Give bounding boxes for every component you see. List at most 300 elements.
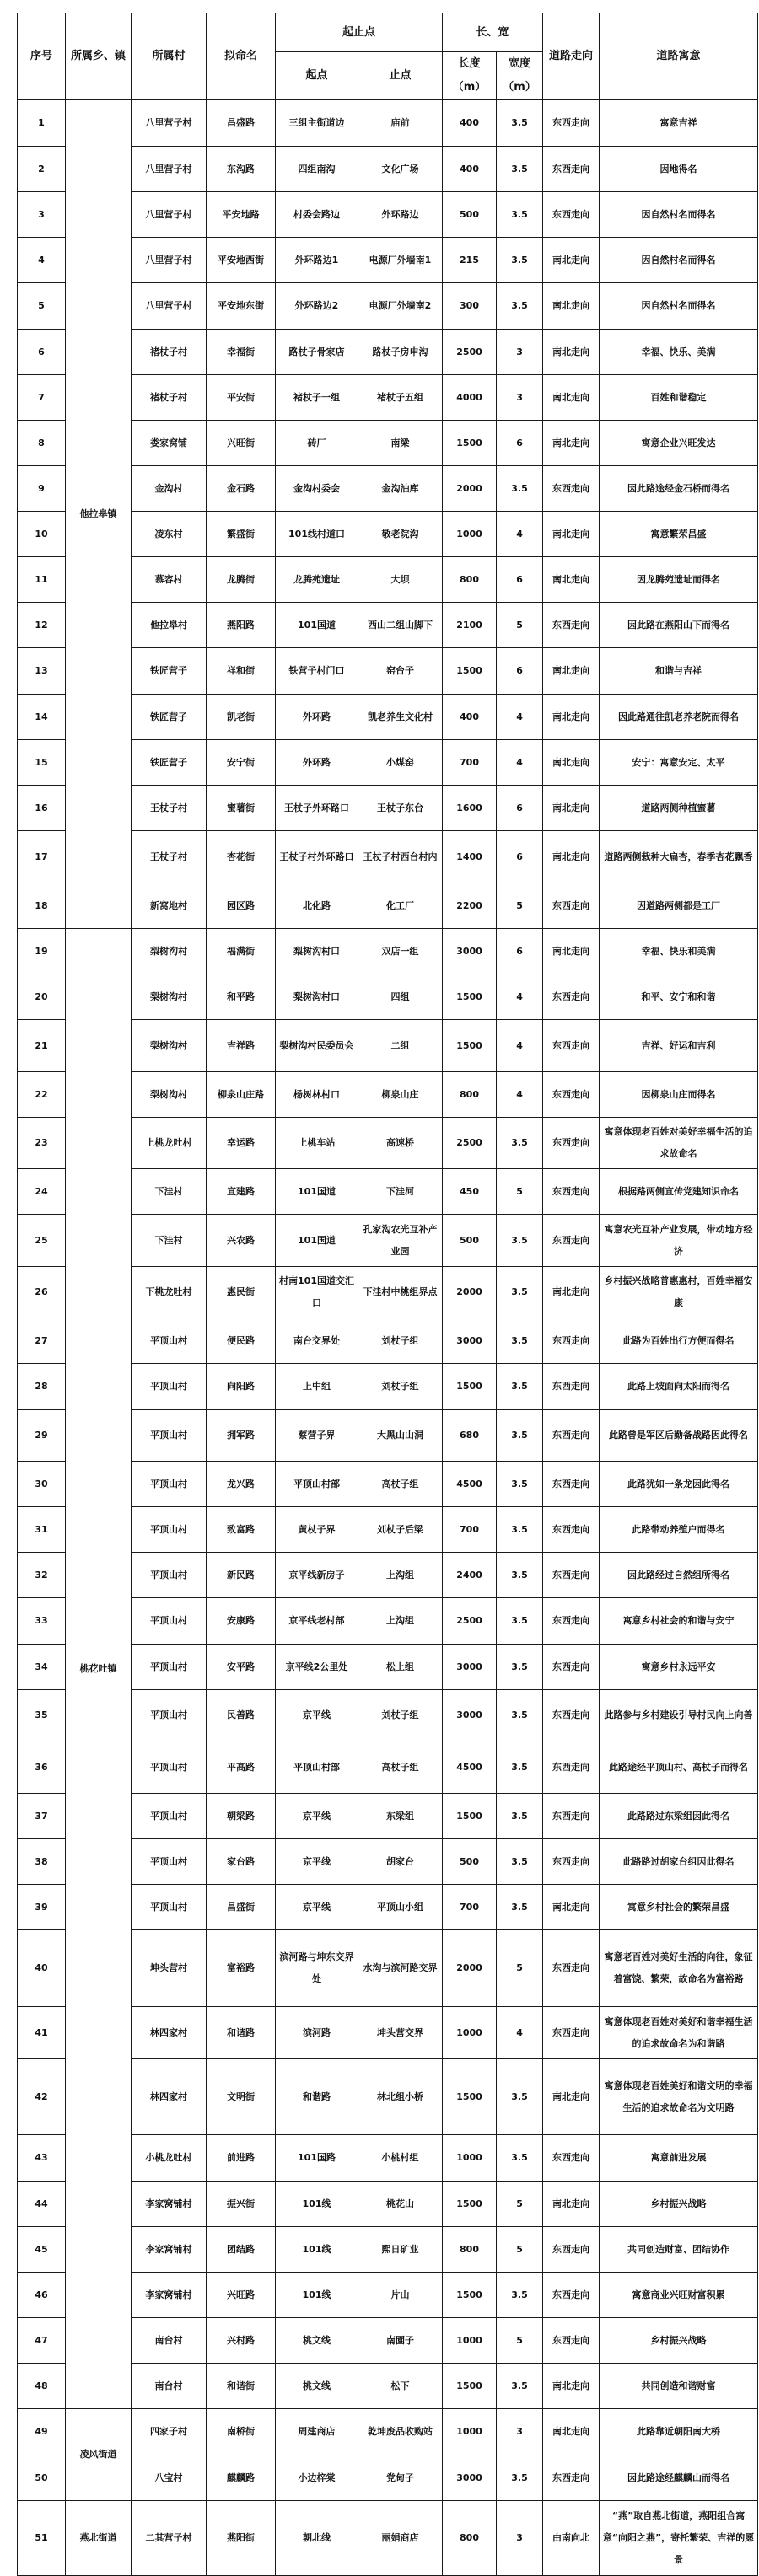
- cell-length: 700: [443, 740, 497, 786]
- cell-length: 1500: [443, 2273, 497, 2318]
- cell-direction: 由南向北: [543, 2501, 600, 2576]
- cell-direction: 东西走向: [543, 1215, 600, 1267]
- cell-end: 南園子: [358, 2318, 443, 2364]
- cell-length: 800: [443, 1072, 497, 1118]
- cell-end: 熙日矿业: [358, 2227, 443, 2273]
- header-direction: 道路走向: [543, 13, 600, 100]
- header-no: 序号: [18, 13, 66, 100]
- header-width-label: 宽度: [509, 57, 531, 70]
- cell-width: 3.5: [497, 1839, 543, 1885]
- cell-no: 4: [18, 238, 66, 283]
- table-body: [18, 100, 758, 2576]
- cell-road-name: 燕阳路: [207, 603, 276, 648]
- cell-meaning: 此路犹如一条龙因此得名: [600, 1462, 758, 1507]
- cell-direction: 南北走向: [543, 283, 600, 330]
- cell-length: 450: [443, 1169, 497, 1215]
- cell-meaning: 因此路经过自然组所得名: [600, 1553, 758, 1598]
- cell-meaning: 因道路两侧都是工厂: [600, 883, 758, 929]
- cell-road-name: 和谐街: [207, 2364, 276, 2409]
- cell-meaning: 根据路两侧宣传党建知识命名: [600, 1169, 758, 1215]
- cell-end: 褚杖子五组: [358, 375, 443, 421]
- cell-width: 3.5: [497, 100, 543, 147]
- cell-width: 5: [497, 1169, 543, 1215]
- cell-length: 1500: [443, 1364, 497, 1410]
- cell-village: 平顶山村: [132, 1885, 207, 1930]
- table-row: [18, 929, 758, 974]
- header-town: 所属乡、镇: [66, 13, 132, 100]
- cell-no: 35: [18, 1690, 66, 1741]
- cell-road-name: 平高路: [207, 1741, 276, 1794]
- table-row: [18, 100, 758, 147]
- cell-village: 八里营子村: [132, 147, 207, 192]
- cell-start: 小边梓棠: [276, 2455, 358, 2501]
- cell-width: 3: [497, 2501, 543, 2576]
- cell-width: 3.5: [497, 147, 543, 192]
- cell-road-name: 新民路: [207, 1553, 276, 1598]
- cell-village: 新窝地村: [132, 883, 207, 929]
- cell-width: 5: [497, 1930, 543, 2007]
- cell-road-name: 龙兴路: [207, 1462, 276, 1507]
- cell-meaning: 此路带动养殖户而得名: [600, 1507, 758, 1553]
- cell-meaning: 因此路通往凯老养老院而得名: [600, 695, 758, 740]
- cell-end: 王杖子东台: [358, 786, 443, 831]
- cell-meaning: 因自然村名而得名: [600, 192, 758, 238]
- cell-end: 小桃村组: [358, 2135, 443, 2182]
- cell-start: 京平线: [276, 1690, 358, 1741]
- cell-direction: 东西走向: [543, 192, 600, 238]
- cell-end: 刘杖子组: [358, 1690, 443, 1741]
- cell-village: 慕容村: [132, 557, 207, 603]
- cell-direction: 南北走向: [543, 2182, 600, 2227]
- cell-direction: 东西走向: [543, 2455, 600, 2501]
- cell-no: 31: [18, 1507, 66, 1553]
- cell-width: 6: [497, 421, 543, 466]
- cell-length: 2500: [443, 330, 497, 375]
- cell-meaning: 因此路途经金石桥而得名: [600, 466, 758, 512]
- cell-village: 八里营子村: [132, 192, 207, 238]
- cell-end: 外环路边: [358, 192, 443, 238]
- cell-length: 1500: [443, 2182, 497, 2227]
- cell-start: 龙腾苑遗址: [276, 557, 358, 603]
- cell-length: 3000: [443, 1318, 497, 1364]
- cell-end: 大坝: [358, 557, 443, 603]
- cell-road-name: 宣建路: [207, 1169, 276, 1215]
- cell-end: 窑台子: [358, 648, 443, 695]
- header-start: 起点: [276, 52, 358, 100]
- cell-length: 680: [443, 1410, 497, 1462]
- cell-road-name: 前进路: [207, 2135, 276, 2182]
- cell-end: 桃花山: [358, 2182, 443, 2227]
- cell-meaning: 此路参与乡村建设引导村民向上向善: [600, 1690, 758, 1741]
- cell-start: 京平线2公里处: [276, 1645, 358, 1690]
- cell-start: 101线: [276, 2182, 358, 2227]
- cell-end: 四组: [358, 974, 443, 1020]
- cell-direction: 东西走向: [543, 147, 600, 192]
- cell-direction: 东西走向: [543, 1690, 600, 1741]
- cell-no: 48: [18, 2364, 66, 2409]
- cell-start: 杨树林村口: [276, 1072, 358, 1118]
- cell-length: 1000: [443, 512, 497, 557]
- cell-road-name: 平安街: [207, 375, 276, 421]
- cell-meaning: 因此路途经麒麟山而得名: [600, 2455, 758, 2501]
- cell-width: 4: [497, 974, 543, 1020]
- cell-width: 3.5: [497, 1507, 543, 1553]
- cell-direction: 东西走向: [543, 2227, 600, 2273]
- cell-start: 朝北线: [276, 2501, 358, 2576]
- cell-no: 50: [18, 2455, 66, 2501]
- header-end: 止点: [358, 52, 443, 100]
- cell-meaning: 共同创造财富、团结协作: [600, 2227, 758, 2273]
- cell-width: 3.5: [497, 1741, 543, 1794]
- cell-length: 2400: [443, 1553, 497, 1598]
- cell-width: 4: [497, 512, 543, 557]
- cell-length: 1500: [443, 1794, 497, 1839]
- cell-road-name: 安康路: [207, 1598, 276, 1645]
- cell-road-name: 东沟路: [207, 147, 276, 192]
- cell-village: 平顶山村: [132, 1794, 207, 1839]
- cell-no: 51: [18, 2501, 66, 2576]
- cell-start: 三组主街道边: [276, 100, 358, 147]
- cell-start: 101线: [276, 2227, 358, 2273]
- cell-road-name: 兴旺路: [207, 2273, 276, 2318]
- cell-direction: 东西走向: [543, 1462, 600, 1507]
- cell-no: 33: [18, 1598, 66, 1645]
- cell-start: 村委会路边: [276, 192, 358, 238]
- cell-village: 平顶山村: [132, 1839, 207, 1885]
- header-length: [443, 52, 497, 100]
- cell-road-name: 惠民街: [207, 1267, 276, 1318]
- cell-village: 平顶山村: [132, 1690, 207, 1741]
- cell-length: 4000: [443, 375, 497, 421]
- cell-road-name: 麒麟路: [207, 2455, 276, 2501]
- cell-village: 李家窝铺村: [132, 2227, 207, 2273]
- cell-village: 王杖子村: [132, 786, 207, 831]
- cell-direction: 南北走向: [543, 740, 600, 786]
- cell-end: 文化广场: [358, 147, 443, 192]
- cell-end: 电源厂外墙南2: [358, 283, 443, 330]
- cell-start: 铁营子村门口: [276, 648, 358, 695]
- cell-no: 18: [18, 883, 66, 929]
- cell-village: 平顶山村: [132, 1598, 207, 1645]
- cell-width: 3.5: [497, 192, 543, 238]
- cell-width: 5: [497, 2318, 543, 2364]
- cell-direction: 南北走向: [543, 375, 600, 421]
- cell-meaning: 寓意繁荣昌盛: [600, 512, 758, 557]
- cell-road-name: 致富路: [207, 1507, 276, 1553]
- cell-length: 700: [443, 1885, 497, 1930]
- cell-no: 27: [18, 1318, 66, 1364]
- cell-start: 王杖子村外环路口: [276, 831, 358, 883]
- cell-end: 南梁: [358, 421, 443, 466]
- cell-village: 他拉皋村: [132, 603, 207, 648]
- cell-length: 300: [443, 283, 497, 330]
- cell-length: 500: [443, 192, 497, 238]
- cell-direction: 东西走向: [543, 1794, 600, 1839]
- cell-no: 40: [18, 1930, 66, 2007]
- cell-direction: 东西走向: [543, 2135, 600, 2182]
- cell-length: 1000: [443, 2409, 497, 2455]
- cell-meaning: 因自然村名而得名: [600, 238, 758, 283]
- cell-no: 34: [18, 1645, 66, 1690]
- cell-direction: 东西走向: [543, 2007, 600, 2059]
- cell-no: 25: [18, 1215, 66, 1267]
- cell-village: 金沟村: [132, 466, 207, 512]
- cell-length: 1500: [443, 1020, 497, 1072]
- cell-village: 平顶山村: [132, 1741, 207, 1794]
- cell-end: 西山二组山脚下: [358, 603, 443, 648]
- cell-direction: 南北走向: [543, 238, 600, 283]
- cell-road-name: 金石路: [207, 466, 276, 512]
- cell-village: 李家窝铺村: [132, 2182, 207, 2227]
- cell-road-name: 昌盛路: [207, 100, 276, 147]
- cell-no: 10: [18, 512, 66, 557]
- cell-village: 下洼村: [132, 1169, 207, 1215]
- cell-direction: 南北走向: [543, 2409, 600, 2455]
- cell-width: 5: [497, 2182, 543, 2227]
- cell-meaning: 幸福、快乐、美满: [600, 330, 758, 375]
- table-header: [18, 13, 758, 100]
- cell-meaning: “燕”取自燕北街道，燕阳组合寓意“向阳之燕”，寄托繁荣、吉祥的愿景: [600, 2501, 758, 2576]
- cell-meaning: 寓意乡村社会的和谐与安宁: [600, 1598, 758, 1645]
- cell-village: 下洼村: [132, 1215, 207, 1267]
- cell-end: 松上组: [358, 1645, 443, 1690]
- cell-length: 800: [443, 557, 497, 603]
- cell-length: 2100: [443, 603, 497, 648]
- cell-meaning: 寓意企业兴旺发达: [600, 421, 758, 466]
- cell-end: 孔家沟农光互补产业园: [358, 1215, 443, 1267]
- cell-width: 5: [497, 883, 543, 929]
- cell-width: 3: [497, 375, 543, 421]
- header-meaning: 道路寓意: [600, 13, 758, 100]
- cell-village: 梨树沟村: [132, 929, 207, 974]
- cell-no: 21: [18, 1020, 66, 1072]
- cell-start: 梨树沟村民委员会: [276, 1020, 358, 1072]
- cell-meaning: 寓意乡村永远平安: [600, 1645, 758, 1690]
- cell-road-name: 平安地西街: [207, 238, 276, 283]
- cell-village: 八里营子村: [132, 283, 207, 330]
- cell-end: 上沟组: [358, 1553, 443, 1598]
- cell-road-name: 兴村路: [207, 2318, 276, 2364]
- cell-width: 3.5: [497, 2273, 543, 2318]
- cell-end: 松下: [358, 2364, 443, 2409]
- cell-direction: 东西走向: [543, 1839, 600, 1885]
- cell-no: 41: [18, 2007, 66, 2059]
- cell-end: 凯老养生文化村: [358, 695, 443, 740]
- cell-direction: 东西走向: [543, 1741, 600, 1794]
- cell-village: 平顶山村: [132, 1364, 207, 1410]
- cell-meaning: 因此路在燕阳山下而得名: [600, 603, 758, 648]
- cell-road-name: 振兴街: [207, 2182, 276, 2227]
- cell-road-name: 南桥街: [207, 2409, 276, 2455]
- cell-no: 5: [18, 283, 66, 330]
- cell-width: 3.5: [497, 2364, 543, 2409]
- cell-road-name: 幸运路: [207, 1118, 276, 1169]
- cell-start: 周建商店: [276, 2409, 358, 2455]
- cell-no: 28: [18, 1364, 66, 1410]
- cell-no: 43: [18, 2135, 66, 2182]
- cell-direction: 东西走向: [543, 466, 600, 512]
- cell-direction: 东西走向: [543, 2318, 600, 2364]
- cell-no: 30: [18, 1462, 66, 1507]
- cell-length: 1000: [443, 2135, 497, 2182]
- cell-road-name: 燕阳街: [207, 2501, 276, 2576]
- cell-end: 王杖子村西台村内: [358, 831, 443, 883]
- cell-end: 大黑山山洞: [358, 1410, 443, 1462]
- cell-end: 高杖子组: [358, 1741, 443, 1794]
- cell-village: 平顶山村: [132, 1553, 207, 1598]
- cell-direction: 东西走向: [543, 1169, 600, 1215]
- cell-meaning: 此路曾是军区后勤备战路因此得名: [600, 1410, 758, 1462]
- cell-no: 12: [18, 603, 66, 648]
- cell-length: 800: [443, 2227, 497, 2273]
- cell-no: 14: [18, 695, 66, 740]
- cell-meaning: 吉祥、好运和吉利: [600, 1020, 758, 1072]
- cell-width: 3.5: [497, 1462, 543, 1507]
- cell-road-name: 祥和街: [207, 648, 276, 695]
- cell-road-name: 繁盛街: [207, 512, 276, 557]
- cell-no: 16: [18, 786, 66, 831]
- cell-no: 42: [18, 2059, 66, 2135]
- cell-meaning: 寓意农光互补产业发展，带动地方经济: [600, 1215, 758, 1267]
- cell-meaning: 寓意吉祥: [600, 100, 758, 147]
- cell-road-name: 富裕路: [207, 1930, 276, 2007]
- cell-road-name: 柳泉山庄路: [207, 1072, 276, 1118]
- cell-direction: 南北走向: [543, 557, 600, 603]
- header-endpoints: 起止点: [276, 13, 443, 52]
- cell-start: 桃文线: [276, 2364, 358, 2409]
- cell-village: 梨树沟村: [132, 974, 207, 1020]
- cell-road-name: 昌盛街: [207, 1885, 276, 1930]
- cell-direction: 南北走向: [543, 1267, 600, 1318]
- cell-village: 娄家窝铺: [132, 421, 207, 466]
- cell-end: 林北组小桥: [358, 2059, 443, 2135]
- cell-start: 梨树沟村口: [276, 929, 358, 974]
- cell-start: 村南101国道交汇口: [276, 1267, 358, 1318]
- cell-end: 上沟组: [358, 1598, 443, 1645]
- cell-village: 褚杖子村: [132, 330, 207, 375]
- cell-start: 平顶山村部: [276, 1741, 358, 1794]
- cell-start: 外环路: [276, 740, 358, 786]
- cell-length: 2200: [443, 883, 497, 929]
- cell-length: 3000: [443, 1645, 497, 1690]
- cell-end: 刘杖子组: [358, 1364, 443, 1410]
- cell-start: 101线: [276, 2273, 358, 2318]
- cell-length: 700: [443, 1507, 497, 1553]
- cell-width: 3.5: [497, 1318, 543, 1364]
- cell-meaning: 此路途经平顶山村、高杖子而得名: [600, 1741, 758, 1794]
- cell-start: 桃文线: [276, 2318, 358, 2364]
- cell-length: 500: [443, 1215, 497, 1267]
- cell-end: 水沟与滨河路交界: [358, 1930, 443, 2007]
- cell-village: 平顶山村: [132, 1462, 207, 1507]
- cell-village: 林四家村: [132, 2059, 207, 2135]
- cell-start: 砖厂: [276, 421, 358, 466]
- cell-meaning: 因地得名: [600, 147, 758, 192]
- cell-start: 褚杖子一组: [276, 375, 358, 421]
- cell-length: 800: [443, 2501, 497, 2576]
- cell-direction: 南北走向: [543, 330, 600, 375]
- cell-width: 3.5: [497, 1215, 543, 1267]
- cell-no: 47: [18, 2318, 66, 2364]
- cell-village: 林四家村: [132, 2007, 207, 2059]
- cell-meaning: 安宁：寓意安定、太平: [600, 740, 758, 786]
- cell-length: 2000: [443, 1267, 497, 1318]
- cell-end: 电源厂外墙南1: [358, 238, 443, 283]
- cell-end: 化工厂: [358, 883, 443, 929]
- cell-village: 梨树沟村: [132, 1072, 207, 1118]
- cell-no: 37: [18, 1794, 66, 1839]
- cell-meaning: 百姓和谐稳定: [600, 375, 758, 421]
- cell-road-name: 吉祥路: [207, 1020, 276, 1072]
- cell-road-name: 安宁街: [207, 740, 276, 786]
- cell-meaning: 因自然村名而得名: [600, 283, 758, 330]
- cell-village: 平顶山村: [132, 1318, 207, 1364]
- cell-village: 二其营子村: [132, 2501, 207, 2576]
- cell-end: 党甸子: [358, 2455, 443, 2501]
- cell-end: 金沟油库: [358, 466, 443, 512]
- cell-no: 29: [18, 1410, 66, 1462]
- cell-meaning: 此路靠近朝阳南大桥: [600, 2409, 758, 2455]
- cell-meaning: 乡村振兴战略: [600, 2318, 758, 2364]
- cell-road-name: 安平路: [207, 1645, 276, 1690]
- cell-village: 铁匠营子: [132, 695, 207, 740]
- cell-length: 2000: [443, 466, 497, 512]
- cell-direction: 南北走向: [543, 648, 600, 695]
- cell-width: 3.5: [497, 1364, 543, 1410]
- cell-road-name: 便民路: [207, 1318, 276, 1364]
- cell-town: 桃花吐镇: [66, 929, 132, 2409]
- cell-width: 4: [497, 740, 543, 786]
- header-width-unit: （m）: [503, 81, 536, 94]
- cell-length: 1500: [443, 421, 497, 466]
- cell-length: 400: [443, 100, 497, 147]
- cell-road-name: 福满街: [207, 929, 276, 974]
- cell-direction: 南北走向: [543, 421, 600, 466]
- cell-road-name: 凯老街: [207, 695, 276, 740]
- cell-no: 17: [18, 831, 66, 883]
- cell-start: 外环路边2: [276, 283, 358, 330]
- cell-end: 平顶山小组: [358, 1885, 443, 1930]
- cell-length: 1000: [443, 2007, 497, 2059]
- cell-meaning: 寓意体现老百姓对美好和谐幸福生活的追求故命名为和谐路: [600, 2007, 758, 2059]
- cell-width: 3.5: [497, 1118, 543, 1169]
- cell-length: 1000: [443, 2318, 497, 2364]
- cell-direction: 东西走向: [543, 974, 600, 1020]
- cell-end: 二组: [358, 1020, 443, 1072]
- table-row: [18, 2501, 758, 2576]
- cell-length: 4500: [443, 1462, 497, 1507]
- cell-village: 南台村: [132, 2364, 207, 2409]
- cell-village: 梨树沟村: [132, 1020, 207, 1072]
- cell-road-name: 园区路: [207, 883, 276, 929]
- cell-no: 7: [18, 375, 66, 421]
- cell-no: 9: [18, 466, 66, 512]
- cell-start: 101国道: [276, 1169, 358, 1215]
- cell-end: 高杖子组: [358, 1462, 443, 1507]
- cell-direction: 东西走向: [543, 1645, 600, 1690]
- cell-meaning: 寓意体现老百姓美好和谐文明的幸福生活的追求故命名为文明路: [600, 2059, 758, 2135]
- cell-start: 和谐路: [276, 2059, 358, 2135]
- cell-no: 24: [18, 1169, 66, 1215]
- cell-village: 坤头营村: [132, 1930, 207, 2007]
- cell-width: 3.5: [497, 2059, 543, 2135]
- cell-end: 下洼村中桃组界点: [358, 1267, 443, 1318]
- cell-width: 6: [497, 557, 543, 603]
- cell-length: 2000: [443, 1930, 497, 2007]
- cell-meaning: 和谐与吉祥: [600, 648, 758, 695]
- cell-direction: 南北走向: [543, 2059, 600, 2135]
- cell-width: 3.5: [497, 2135, 543, 2182]
